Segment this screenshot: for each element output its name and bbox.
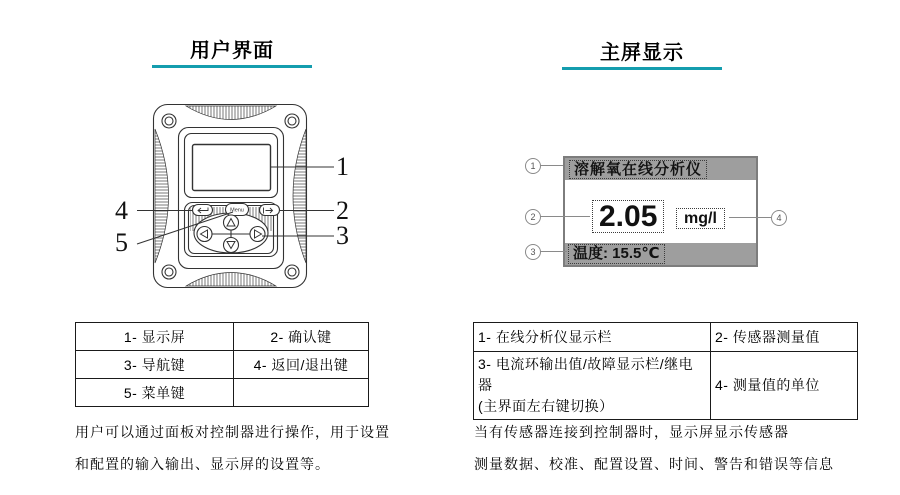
lcd-callout-1: 1 (525, 158, 541, 174)
lcd-leader-1 (540, 165, 563, 166)
temperature-field: 温度: 15.5℃ (568, 244, 665, 264)
menu-button-label: Menu (230, 207, 244, 214)
legend-cell (474, 352, 711, 420)
legend-cell: 5- 菜单键 (76, 379, 234, 407)
lcd-status-bar (565, 243, 756, 265)
device-screen (193, 145, 271, 191)
caption-line: 当有传感器连接到控制器时，显示屏显示传感器 (474, 424, 789, 440)
legend-cell: 1- 在线分析仪显示栏 (474, 323, 711, 352)
caption-line: 和配置的输入输出、显示屏的设置等。 (75, 456, 330, 472)
left-legend-table (75, 322, 369, 407)
table-row (474, 323, 858, 352)
lcd-callout-4: 4 (771, 210, 787, 226)
legend-cell: 4- 返回/退出键 (234, 351, 369, 379)
legend-cell: 2- 传感器测量值 (711, 323, 858, 352)
confirm-button (260, 205, 280, 216)
caption-line: 测量数据、校准、配置设置、时间、警告和错误等信息 (474, 456, 834, 472)
lcd-callout-2: 2 (525, 209, 541, 225)
callout-4: 4 (115, 196, 128, 225)
legend-cell: 4- 测量值的单位 (711, 352, 858, 420)
table-row (76, 379, 369, 407)
table-row (76, 323, 369, 351)
table-row (474, 352, 858, 420)
right-caption (474, 416, 834, 480)
caption-line: 用户可以通过面板对控制器进行操作，用于设置 (75, 424, 390, 440)
lcd-title-bar (565, 158, 756, 180)
callout-2: 2 (336, 196, 349, 225)
legend-cell: 3- 导航键 (76, 351, 234, 379)
measurement-unit-field: mg/l (676, 208, 725, 229)
table-row (76, 351, 369, 379)
back-exit-button (193, 205, 213, 216)
legend-cell: 2- 确认键 (234, 323, 369, 351)
legend-cell: 1- 显示屏 (76, 323, 234, 351)
measurement-value-field: 2.05 (592, 200, 664, 233)
right-section-title: 主屏显示 (600, 42, 684, 64)
lcd-main-area (565, 180, 756, 243)
lcd-leader-3 (540, 251, 567, 252)
legend-cell-line: 3- 电流环输出值/故障显示栏/继电器 (478, 356, 694, 393)
lcd-leader-4 (729, 217, 771, 218)
controller-panel-figure (110, 100, 360, 300)
callout-1: 1 (336, 152, 349, 181)
lcd-callout-3: 3 (525, 244, 541, 260)
left-caption (75, 416, 390, 480)
right-legend-table (473, 322, 858, 420)
lcd-screen-figure (563, 156, 758, 267)
left-section-title: 用户界面 (190, 40, 274, 62)
legend-cell (234, 379, 369, 407)
lcd-leader-2 (540, 216, 590, 217)
callout-5: 5 (115, 228, 128, 257)
analyzer-title-field: 溶解氧在线分析仪 (569, 160, 707, 179)
callout-3: 3 (336, 221, 349, 250)
left-title-underline (152, 65, 312, 68)
legend-cell-line: (主界面左右键切换） (478, 398, 614, 414)
right-title-underline (562, 67, 722, 70)
